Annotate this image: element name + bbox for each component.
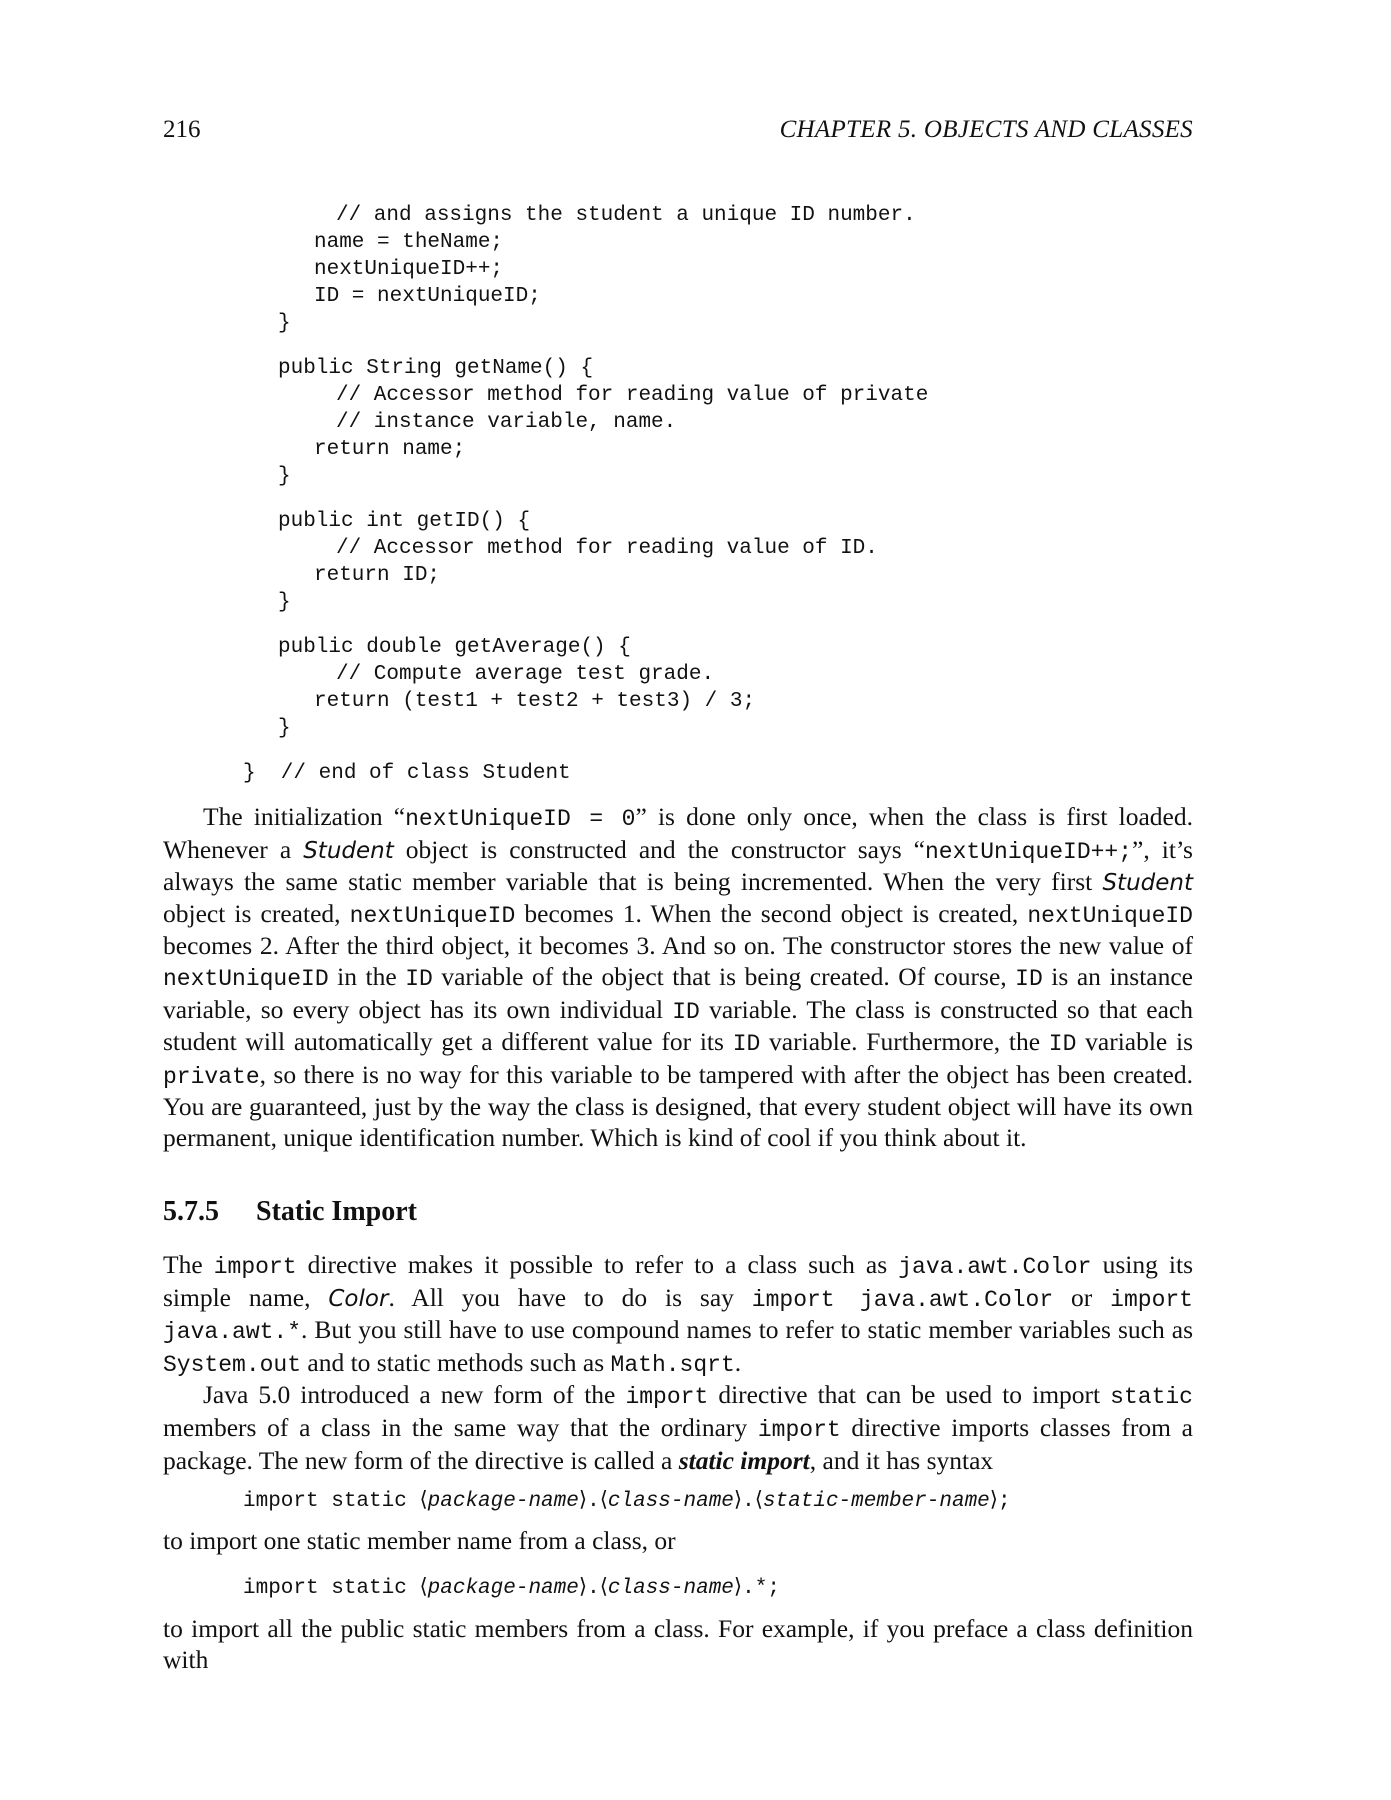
page-header bbox=[163, 116, 1193, 156]
syntax-static-wildcard-import: import static ⟨package-name⟩.⟨class-name⟩.*; bbox=[243, 1574, 780, 1600]
code-line: } bbox=[278, 591, 291, 614]
running-head: CHAPTER 5. OBJECTS AND CLASSES bbox=[779, 116, 1193, 143]
code-line: // Accessor method for reading value of ID. bbox=[336, 537, 878, 560]
code-line: // Accessor method for reading value of private bbox=[336, 384, 929, 407]
section-title: Static Import bbox=[256, 1196, 417, 1227]
code-line: nextUniqueID++; bbox=[314, 258, 504, 281]
code-line: return name; bbox=[314, 438, 466, 461]
code-line: // instance variable, name. bbox=[336, 411, 677, 434]
code-line: } bbox=[278, 465, 291, 488]
section-number: 5.7.5 bbox=[163, 1196, 219, 1227]
paragraph-one-member: to import one static member name from a class, or bbox=[163, 1526, 676, 1555]
code-line: public String getName() { bbox=[278, 357, 594, 380]
paragraph-static-import-intro: Java 5.0 introduced a new form of the import directive that can be used to import static members of a class in the same way that the ordinary import directive imports classes from a package. The new form of the directive is called a static import, and it has syntax bbox=[163, 1380, 1193, 1475]
code-line: // Compute average test grade. bbox=[336, 663, 715, 686]
code-line: name = theName; bbox=[314, 231, 504, 254]
code-line: } bbox=[278, 312, 291, 335]
code-line: // and assigns the student a unique ID number. bbox=[336, 204, 916, 227]
page-number: 216 bbox=[163, 116, 201, 143]
paragraph-all-members: to import all the public static members from a class. For example, if you preface a class definition with bbox=[163, 1614, 1193, 1674]
code-line: return (test1 + test2 + test3) / 3; bbox=[314, 690, 756, 713]
paragraph-static-id-explanation: The initialization “nextUniqueID = 0” is done only once, when the class is first loaded. Whenever a Student object is constructed and the constructor says “nextUniqueID++;”, it’s always the same static member variable that is being incremented. When the very first Student object is created, nextUniqueID becomes 1. When the second object is created, nextUniqueID becomes 2. After the third object, it becomes 3. And so on. The constructor stores the new value of nextUniqueID in the ID variable of the object that is being created. Of course, ID is an instance variable, so every object has its own individual ID variable. The class is constructed so that each student will automatically get a different value for its ID variable. Furthermore, the ID variable is private, so there is no way for this variable to be tampered with after the object has been created. You are guaranteed, just by the way the class is designed, that every student object will have its own permanent, unique identification number. Which is kind of cool if you think about it. bbox=[163, 802, 1194, 1152]
code-line: public int getID() { bbox=[278, 510, 531, 533]
code-line: public double getAverage() { bbox=[278, 636, 631, 659]
paragraph-import-directive: The import directive makes it possible to refer to a class such as java.awt.Color using its simple name, Color. All you have to do is say import java.awt.Color or import java.awt.*. But you still have to use compound names to refer to static member variables such as System.out and to static methods such as Math.sqrt. Java 5.0 introduced a new form of the import directive that can be used to import static members of a class in the same way that the ordinary import directive imports classes from a package. The new form of the directive is called a static import, and it has syntax bbox=[163, 1250, 1193, 1475]
code-line: } bbox=[278, 717, 291, 740]
code-line: return ID; bbox=[314, 564, 441, 587]
section-heading bbox=[163, 1196, 417, 1228]
code-line: } // end of class Student bbox=[243, 762, 571, 785]
code-line: ID = nextUniqueID; bbox=[314, 285, 541, 308]
syntax-static-member-import: import static ⟨package-name⟩.⟨class-name⟩.⟨static-member-name⟩; bbox=[243, 1487, 1011, 1513]
